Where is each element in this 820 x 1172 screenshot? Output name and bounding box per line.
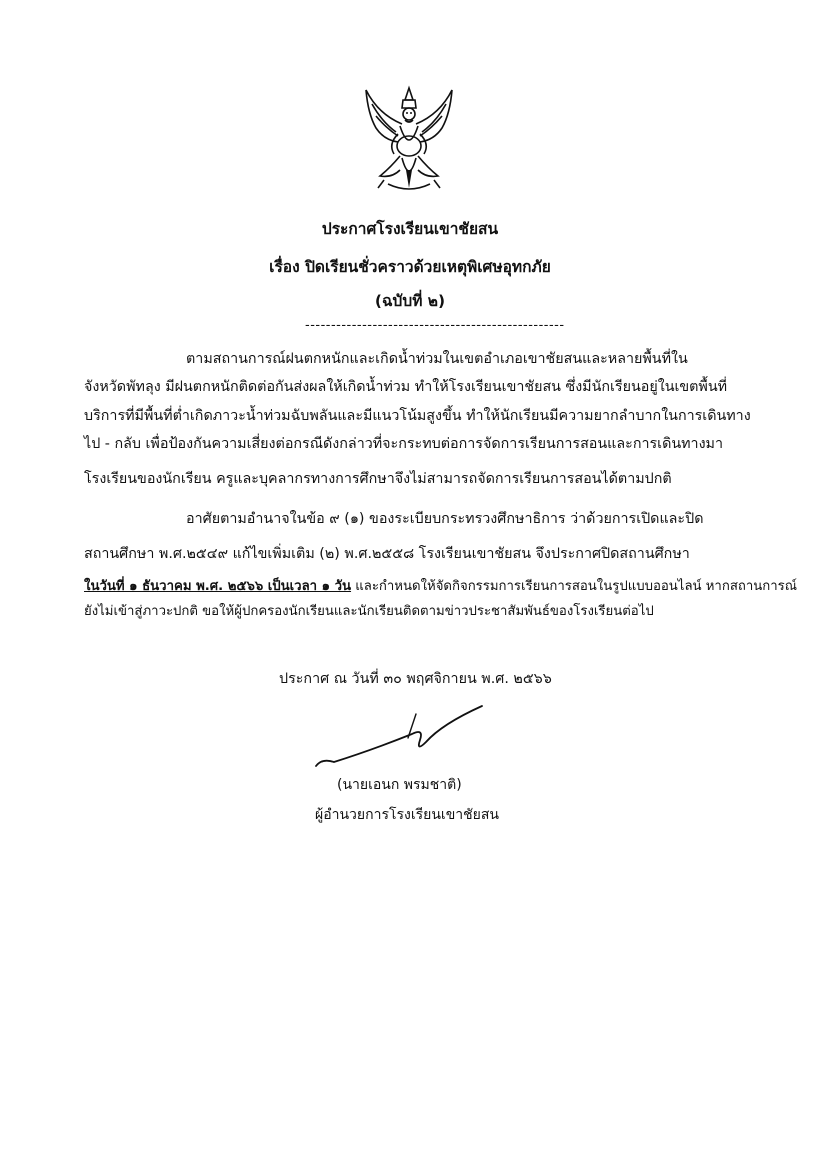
signer-name: (นายเอนก พรมชาติ) [337,777,462,793]
document-issue-number: (ฉบับที่ ๒) [374,292,446,310]
announcement-date: ประกาศ ณ วันที่ ๓๐ พฤศจิกายน พ.ศ. ๒๕๖๖ [279,671,552,687]
paragraph-line: ไป - กลับ เพื่อป้องกันความเสี่ยงต่อกรณีดังกล่าวที่จะกระทบต่อการจัดการเรียนการสอนและการเดินทางมา [84,436,724,452]
paragraph-line: สถานศึกษา พ.ศ.๒๕๔๙ แก้ไขเพิ่มเติม (๒) พ.ศ.๒๕๕๘ โรงเรียนเขาชัยสน จึงประกาศปิดสถานศึกษา [84,546,690,562]
paragraph-line: ตามสถานการณ์ฝนตกหนักและเกิดน้ำท่วมในเขตอำเภอเขาชัยสนและหลายพื้นที่ใน [186,351,688,367]
paragraph-line [84,575,797,596]
closure-date-emphasis: ในวันที่ ๑ ธันวาคม พ.ศ. ๒๕๖๖ เป็นเวลา ๑ วัน [84,579,352,594]
closure-detail: และกำหนดให้จัดกิจกรรมการเรียนการสอนในรูปแบบออนไลน์ หากสถานการณ์ [351,579,797,594]
paragraph-line: บริการที่มีพื้นที่ต่ำเกิดภาวะน้ำท่วมฉับพลันและมีแนวโน้มสูงขึ้น ทำให้นักเรียนมีความยากลำบากในการเดินทาง [84,408,751,424]
paragraph-line: โรงเรียนของนักเรียน ครูและบุคลากรทางการศึกษาจึงไม่สามารถจัดการเรียนการสอนได้ตามปกติ [84,471,672,487]
garuda-emblem-icon [358,84,460,196]
signer-position: ผู้อำนวยการโรงเรียนเขาชัยสน [315,807,499,823]
paragraph-line: อาศัยตามอำนาจในข้อ ๙ (๑) ของระเบียบกระทรวงศึกษาธิการ ว่าด้วยการเปิดและปิด [186,511,704,527]
paragraph-line: จังหวัดพัทลุง มีฝนตกหนักติดต่อกันส่งผลให้เกิดน้ำท่วม ทำให้โรงเรียนเขาชัยสน ซึ่งมีนักเรียนอยู่ในเขตพื้นที่ [84,379,728,395]
paragraph-line: ยังไม่เข้าสู่ภาวะปกติ ขอให้ผู้ปกครองนักเรียนและนักเรียนติดตามข่าวประชาสัมพันธ์ของโรงเรียนต่อไป [84,604,654,619]
signature-icon [312,700,488,780]
document-title: ประกาศโรงเรียนเขาชัยสน [321,220,499,238]
document-subject: เรื่อง ปิดเรียนชั่วคราวด้วยเหตุพิเศษอุทกภัย [269,258,551,276]
separator-line: -------------------------------------------------- [305,318,565,333]
